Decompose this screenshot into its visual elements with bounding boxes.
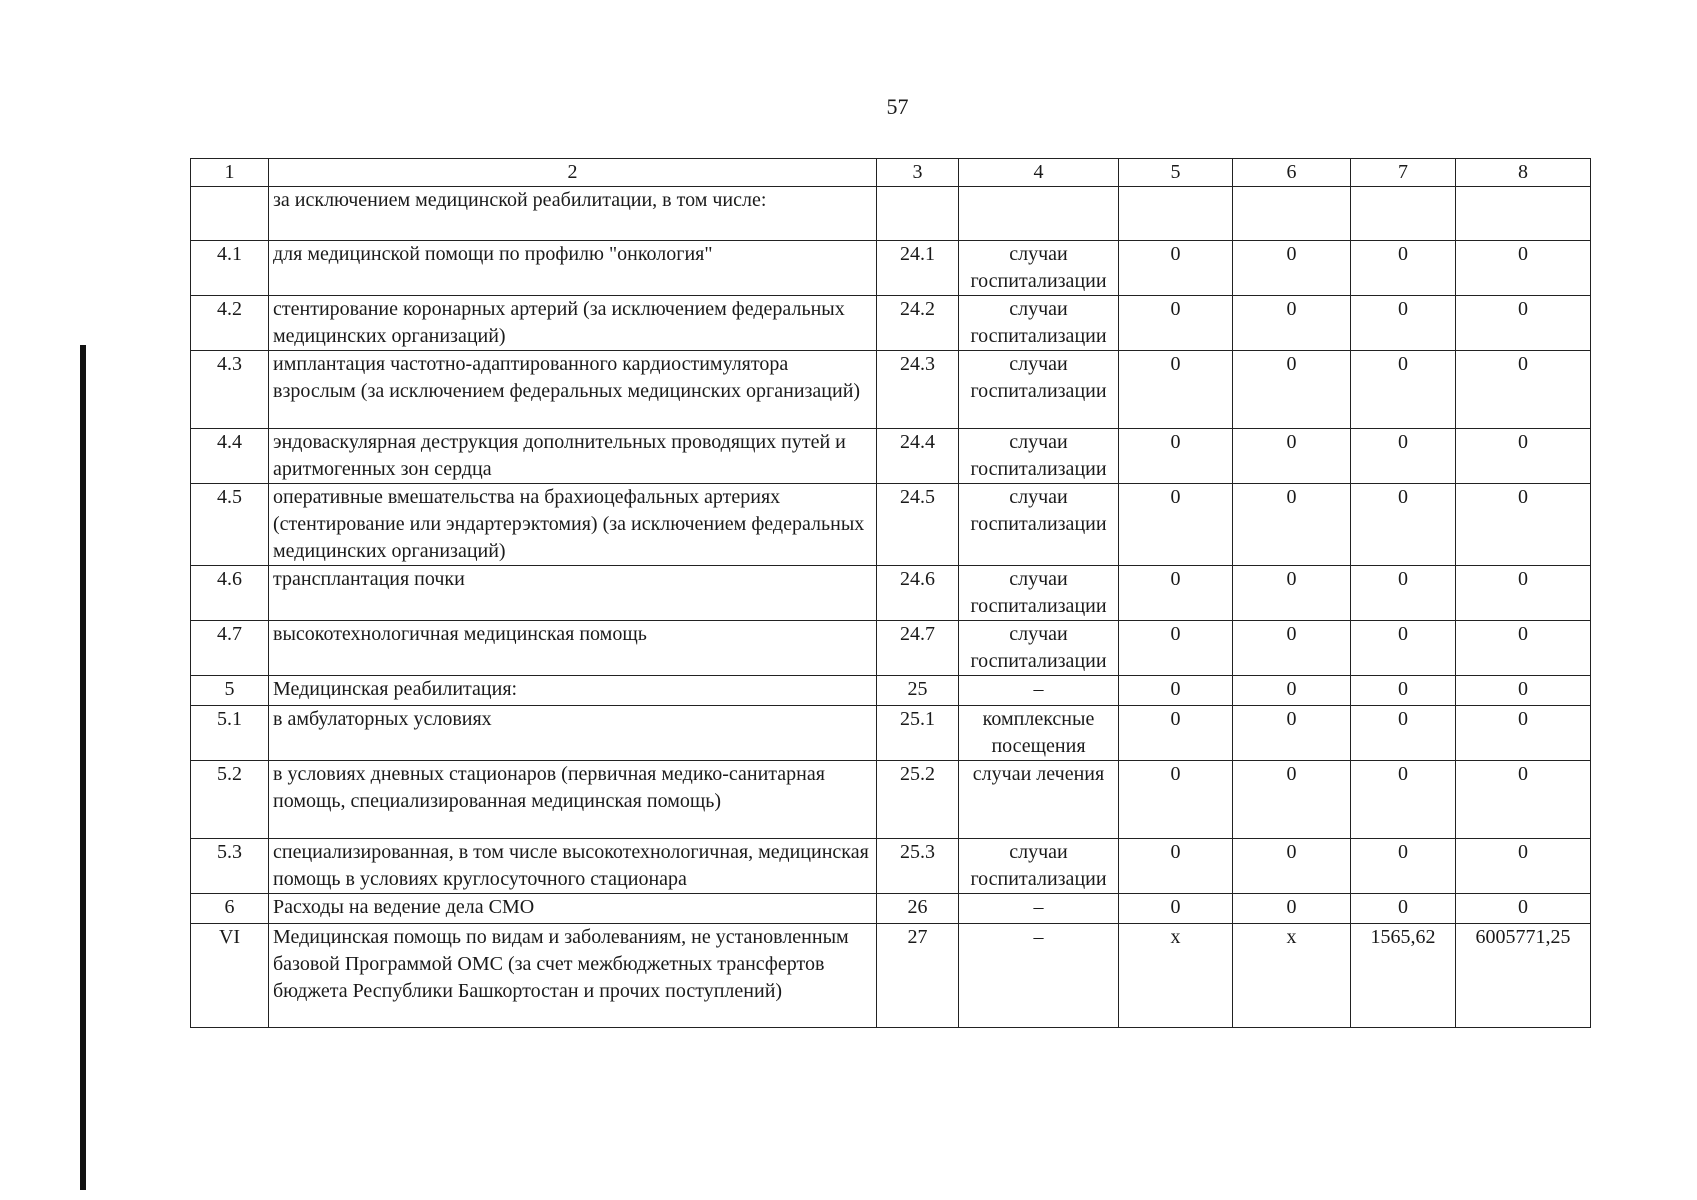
table-row [191, 484, 1591, 566]
row-number-cell: 4.6 [191, 566, 269, 621]
row-name-cell: для медицинской помощи по профилю "онкология" [269, 241, 877, 296]
header-cell: 4 [959, 159, 1119, 187]
table-row [191, 187, 1591, 241]
value-cell-5: 0 [1119, 296, 1233, 351]
value-cell-8: 0 [1456, 484, 1591, 566]
row-code-cell [877, 187, 959, 241]
page-number: 57 [886, 94, 909, 119]
value-cell-8: 0 [1456, 676, 1591, 706]
row-code-cell: 24.1 [877, 241, 959, 296]
value-cell-6: 0 [1233, 676, 1351, 706]
row-name-cell: за исключением медицинской реабилитации, в том числе: [269, 187, 877, 241]
row-name-cell: Медицинская помощь по видам и заболеваниям, не установленным базовой Программой ОМС (за счет межбюджетных трансфертов бюджета Республики Башкортостан и прочих поступлений) [269, 924, 877, 1028]
row-name-cell: стентирование коронарных артерий (за исключением федеральных медицинских организаций) [269, 296, 877, 351]
header-cell: 8 [1456, 159, 1591, 187]
row-number-cell [191, 187, 269, 241]
value-cell-8: 0 [1456, 894, 1591, 924]
table-row [191, 296, 1591, 351]
value-cell-5: х [1119, 924, 1233, 1028]
value-cell-7: 0 [1351, 839, 1456, 894]
header-cell: 2 [269, 159, 877, 187]
row-unit-cell: – [959, 924, 1119, 1028]
table-row [191, 761, 1591, 839]
row-number-cell: 5 [191, 676, 269, 706]
value-cell-5: 0 [1119, 839, 1233, 894]
value-cell-7 [1351, 187, 1456, 241]
value-cell-7: 0 [1351, 429, 1456, 484]
header-cell: 5 [1119, 159, 1233, 187]
row-name-cell: специализированная, в том числе высокотехнологичная, медицинская помощь в условиях круглосуточного стационара [269, 839, 877, 894]
row-unit-cell: – [959, 676, 1119, 706]
header-row [191, 159, 1591, 187]
row-unit-cell: случаи госпитализации [959, 566, 1119, 621]
row-code-cell: 26 [877, 894, 959, 924]
row-code-cell: 24.3 [877, 351, 959, 429]
row-code-cell: 27 [877, 924, 959, 1028]
row-number-cell: 5.3 [191, 839, 269, 894]
value-cell-6: 0 [1233, 429, 1351, 484]
header-cell: 7 [1351, 159, 1456, 187]
value-cell-5: 0 [1119, 761, 1233, 839]
table-row [191, 894, 1591, 924]
header-cell: 1 [191, 159, 269, 187]
row-name-cell: Расходы на ведение дела СМО [269, 894, 877, 924]
table-row [191, 241, 1591, 296]
table-body [191, 159, 1591, 1028]
table-row [191, 924, 1591, 1028]
table-row [191, 839, 1591, 894]
data-table [190, 158, 1591, 1028]
value-cell-7: 0 [1351, 676, 1456, 706]
header-cell: 6 [1233, 159, 1351, 187]
row-name-cell: высокотехнологичная медицинская помощь [269, 621, 877, 676]
value-cell-6 [1233, 187, 1351, 241]
header-cell: 3 [877, 159, 959, 187]
row-number-cell: 4.2 [191, 296, 269, 351]
value-cell-8: 0 [1456, 621, 1591, 676]
value-cell-5: 0 [1119, 429, 1233, 484]
table-row [191, 429, 1591, 484]
row-number-cell: 6 [191, 894, 269, 924]
row-number-cell: 4.7 [191, 621, 269, 676]
table-row [191, 566, 1591, 621]
row-code-cell: 24.2 [877, 296, 959, 351]
value-cell-8: 0 [1456, 351, 1591, 429]
value-cell-8: 0 [1456, 429, 1591, 484]
row-unit-cell: случаи лечения [959, 761, 1119, 839]
row-name-cell: в амбулаторных условиях [269, 706, 877, 761]
row-name-cell: эндоваскулярная деструкция дополнительных проводящих путей и аритмогенных зон сердца [269, 429, 877, 484]
row-code-cell: 24.5 [877, 484, 959, 566]
row-number-cell: 4.5 [191, 484, 269, 566]
row-code-cell: 25.2 [877, 761, 959, 839]
value-cell-6: 0 [1233, 351, 1351, 429]
row-unit-cell: – [959, 894, 1119, 924]
row-number-cell: VI [191, 924, 269, 1028]
value-cell-7: 0 [1351, 761, 1456, 839]
row-unit-cell: случаи госпитализации [959, 296, 1119, 351]
row-number-cell: 4.4 [191, 429, 269, 484]
value-cell-7: 0 [1351, 894, 1456, 924]
row-code-cell: 25.3 [877, 839, 959, 894]
row-code-cell: 24.6 [877, 566, 959, 621]
value-cell-6: х [1233, 924, 1351, 1028]
value-cell-8: 0 [1456, 839, 1591, 894]
row-unit-cell: случаи госпитализации [959, 241, 1119, 296]
value-cell-5: 0 [1119, 241, 1233, 296]
value-cell-5: 0 [1119, 706, 1233, 761]
row-number-cell: 4.1 [191, 241, 269, 296]
row-code-cell: 25 [877, 676, 959, 706]
row-unit-cell: случаи госпитализации [959, 839, 1119, 894]
value-cell-6: 0 [1233, 706, 1351, 761]
value-cell-7: 1565,62 [1351, 924, 1456, 1028]
value-cell-5: 0 [1119, 676, 1233, 706]
row-name-cell: оперативные вмешательства на брахиоцефальных артериях (стентирование или эндартерэктомия) (за исключением федеральных медицинских организаций) [269, 484, 877, 566]
row-number-cell: 4.3 [191, 351, 269, 429]
scan-margin-bar [80, 345, 86, 1190]
value-cell-6: 0 [1233, 761, 1351, 839]
value-cell-7: 0 [1351, 706, 1456, 761]
row-name-cell: Медицинская реабилитация: [269, 676, 877, 706]
value-cell-5: 0 [1119, 894, 1233, 924]
row-name-cell: имплантация частотно-адаптированного кардиостимулятора взрослым (за исключением федеральных медицинских организаций) [269, 351, 877, 429]
table-row [191, 706, 1591, 761]
value-cell-6: 0 [1233, 566, 1351, 621]
row-unit-cell: случаи госпитализации [959, 484, 1119, 566]
value-cell-8: 0 [1456, 241, 1591, 296]
row-name-cell: трансплантация почки [269, 566, 877, 621]
value-cell-5 [1119, 187, 1233, 241]
table-row [191, 676, 1591, 706]
row-code-cell: 24.4 [877, 429, 959, 484]
row-number-cell: 5.1 [191, 706, 269, 761]
value-cell-8: 0 [1456, 566, 1591, 621]
value-cell-5: 0 [1119, 484, 1233, 566]
row-unit-cell [959, 187, 1119, 241]
value-cell-8 [1456, 187, 1591, 241]
value-cell-8: 0 [1456, 761, 1591, 839]
table-row [191, 351, 1591, 429]
value-cell-8: 6005771,25 [1456, 924, 1591, 1028]
value-cell-7: 0 [1351, 241, 1456, 296]
value-cell-8: 0 [1456, 706, 1591, 761]
row-unit-cell: случаи госпитализации [959, 621, 1119, 676]
value-cell-7: 0 [1351, 351, 1456, 429]
value-cell-6: 0 [1233, 484, 1351, 566]
value-cell-5: 0 [1119, 621, 1233, 676]
row-name-cell: в условиях дневных стационаров (первичная медико-санитарная помощь, специализированная медицинская помощь) [269, 761, 877, 839]
value-cell-5: 0 [1119, 566, 1233, 621]
value-cell-6: 0 [1233, 894, 1351, 924]
row-number-cell: 5.2 [191, 761, 269, 839]
row-code-cell: 25.1 [877, 706, 959, 761]
value-cell-7: 0 [1351, 484, 1456, 566]
row-unit-cell: случаи госпитализации [959, 351, 1119, 429]
value-cell-6: 0 [1233, 621, 1351, 676]
value-cell-6: 0 [1233, 296, 1351, 351]
row-unit-cell: случаи госпитализации [959, 429, 1119, 484]
value-cell-8: 0 [1456, 296, 1591, 351]
value-cell-6: 0 [1233, 241, 1351, 296]
value-cell-7: 0 [1351, 566, 1456, 621]
value-cell-5: 0 [1119, 351, 1233, 429]
value-cell-7: 0 [1351, 296, 1456, 351]
value-cell-7: 0 [1351, 621, 1456, 676]
table-row [191, 621, 1591, 676]
row-unit-cell: комплексные посещения [959, 706, 1119, 761]
value-cell-6: 0 [1233, 839, 1351, 894]
row-code-cell: 24.7 [877, 621, 959, 676]
